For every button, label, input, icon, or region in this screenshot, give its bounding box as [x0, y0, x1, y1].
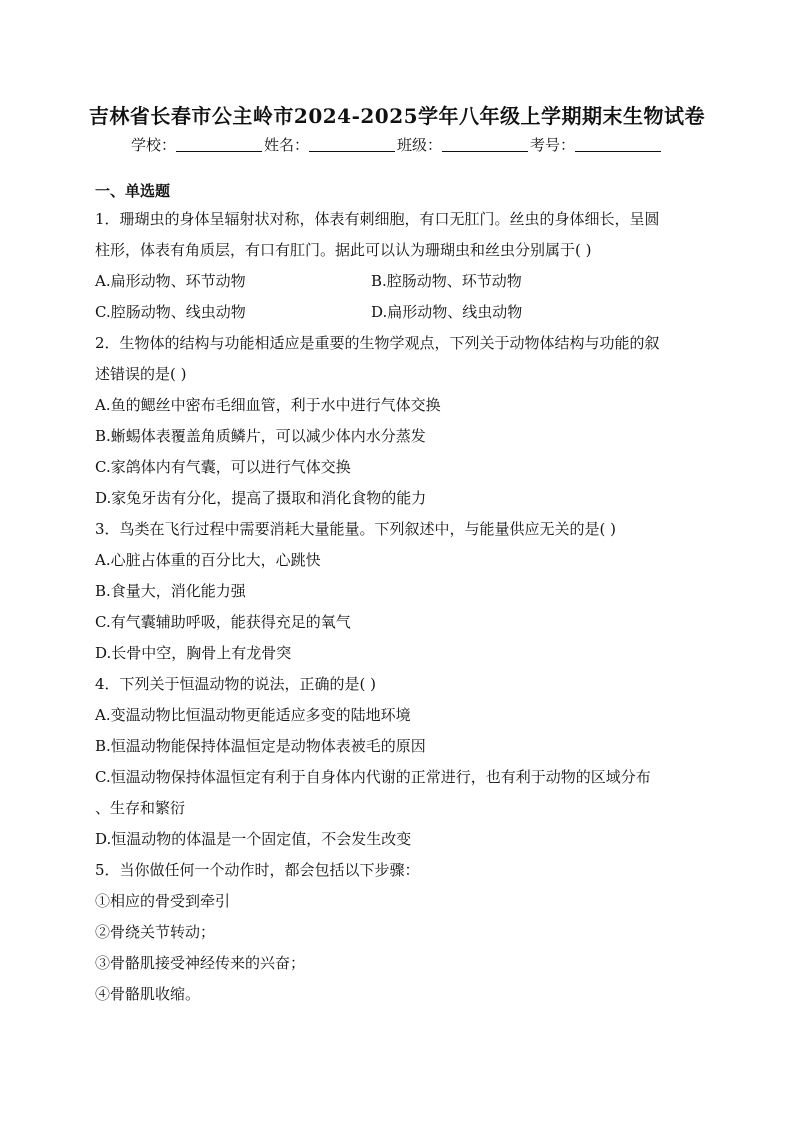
option-a: A.扁形动物、环节动物 [95, 272, 246, 290]
option-c: C.恒温动物保持体温恒定有利于自身体内代谢的正常进行，也有利于动物的区域分布 [95, 768, 651, 786]
option-b: B.恒温动物能保持体温恒定是动物体表被毛的原因 [95, 737, 426, 755]
exam-title: 吉林省长春市公主岭市2024-2025学年八年级上学期期末生物试卷 [88, 104, 706, 128]
number-blank [575, 137, 661, 152]
question-stem: 1．珊瑚虫的身体呈辐射状对称，体表有刺细胞，有口无肛门。丝虫的身体细长，呈圆 [95, 210, 660, 228]
option-c: C.有气囊辅助呼吸，能获得充足的氧气 [95, 613, 351, 631]
question-stem: 4．下列关于恒温动物的说法，正确的是( ) [95, 675, 377, 693]
step-item: ②骨绕关节转动； [95, 923, 216, 941]
question-4 [95, 669, 715, 855]
option-a: A.变温动物比恒温动物更能适应多变的陆地环境 [95, 706, 411, 724]
option-c-continued: 、生存和繁衍 [95, 799, 186, 817]
question-2 [95, 328, 715, 514]
question-stem: 5．当你做任何一个动作时，都会包括以下步骤： [95, 861, 420, 879]
step-item: ①相应的骨受到牵引 [95, 892, 231, 910]
option-b: B.蜥蜴体表覆盖角质鳞片，可以减少体内水分蒸发 [95, 427, 426, 445]
question-stem: 3．鸟类在飞行过程中需要消耗大量能量。下列叙述中，与能量供应无关的是( ) [95, 520, 617, 538]
question-3 [95, 514, 715, 669]
exam-content [95, 178, 715, 1010]
option-a: A.鱼的鳃丝中密布毛细血管，利于水中进行气体交换 [95, 396, 441, 414]
step-item: ③骨骼肌接受神经传来的兴奋； [95, 954, 306, 972]
question-stem: 述错误的是( ) [95, 365, 187, 383]
section-heading: 一、单选题 [95, 182, 171, 200]
option-d: D.家兔牙齿有分化，提高了摄取和消化食物的能力 [95, 489, 427, 507]
option-b: B.腔肠动物、环节动物 [371, 272, 522, 290]
option-d: D.长骨中空，胸骨上有龙骨突 [95, 644, 292, 662]
option-b: B.食量大，消化能力强 [95, 582, 246, 600]
option-d: D.扁形动物、线虫动物 [371, 303, 523, 321]
option-c: C.家鸽体内有气囊，可以进行气体交换 [95, 458, 351, 476]
school-blank [176, 137, 262, 152]
name-label: 姓名： [263, 136, 309, 154]
option-row [95, 266, 715, 297]
option-c: C.腔肠动物、线虫动物 [95, 303, 246, 321]
class-label: 班级： [397, 136, 443, 154]
option-d: D.恒温动物的体温是一个固定值，不会发生改变 [95, 830, 412, 848]
question-stem: 柱形，体表有角质层，有口有肛门。据此可以认为珊瑚虫和丝虫分别属于( ) [95, 241, 592, 259]
question-1 [95, 204, 715, 328]
option-row [95, 297, 715, 328]
step-item: ④骨骼肌收缩。 [95, 985, 201, 1003]
school-label: 学校： [130, 136, 176, 154]
class-blank [442, 137, 528, 152]
number-label: 考号： [530, 136, 576, 154]
question-stem: 2．生物体的结构与功能相适应是重要的生物学观点，下列关于动物体结构与功能的叙 [95, 334, 660, 352]
question-5 [95, 855, 715, 1010]
option-a: A.心脏占体重的百分比大，心跳快 [95, 551, 321, 569]
name-blank [309, 137, 395, 152]
student-info-row [0, 134, 794, 155]
